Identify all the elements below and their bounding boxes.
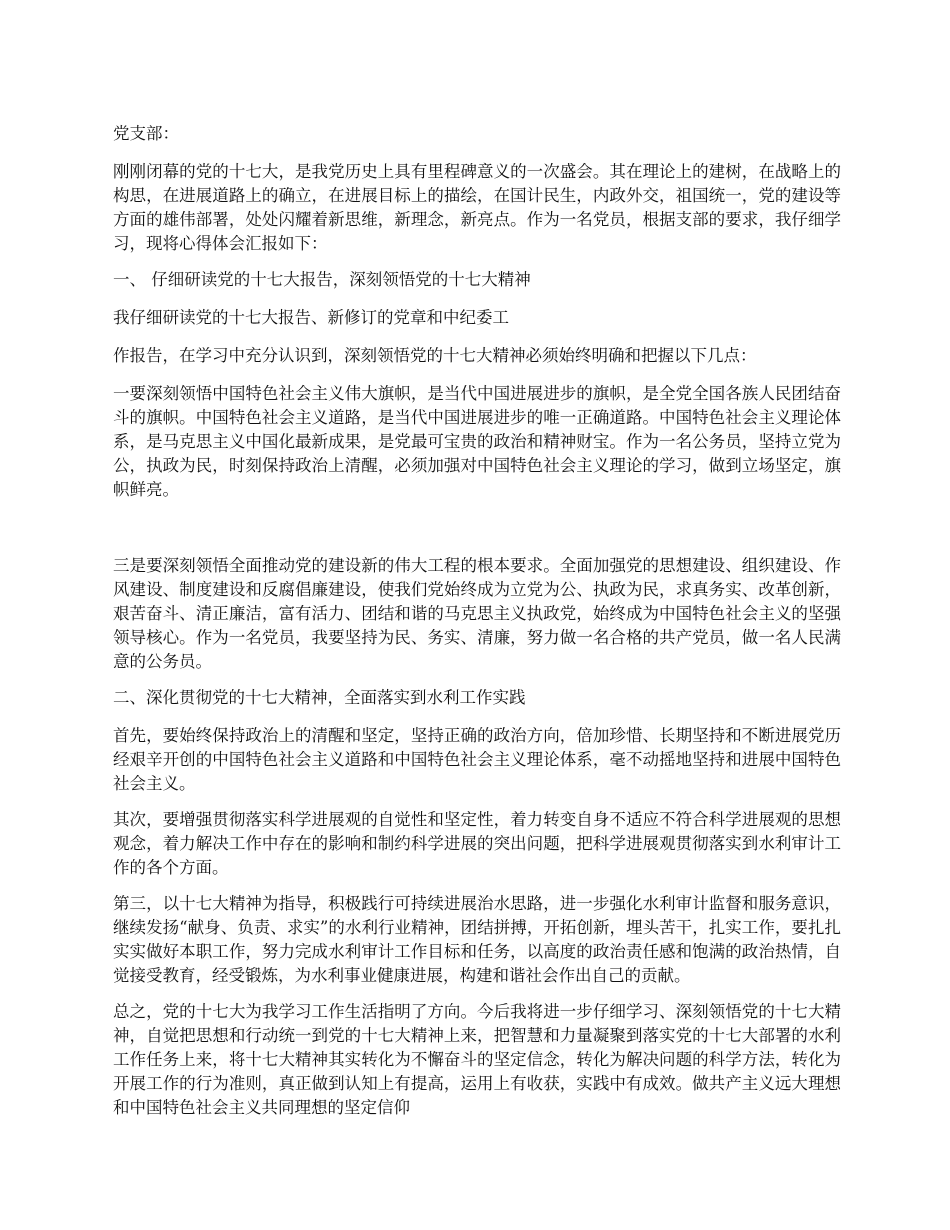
second-paragraph: 其次，要增强贯彻落实科学进展观的自觉性和坚定性，着力转变自身不适应不符合科学进展观的思想观念，着力解决工作中存在的影响和制约科学进展的突出问题，把科学进展观贯彻落实到水利审计工作的各个方面。 — [113, 810, 841, 877]
intro-paragraph: 刚刚闭幕的党的十七大，是我党历史上具有里程碑意义的一次盛会。其在理论上的建树，在战略上的构思，在进展道路上的确立，在进展目标上的描绘，在国计民生，内政外交，祖国统一，党的建设等方面的雄伟部署，处处闪耀着新思维，新理念，新亮点。作为一名党员，根据支部的要求，我仔细学习，现将心得体会汇报如下： — [113, 162, 841, 253]
document-body — [113, 122, 841, 1132]
section1-line-2: 作报告，在学习中充分认识到，深刻领悟党的十七大精神必须始终明确和把握以下几点： — [113, 346, 757, 365]
section-heading-2: 二、深化贯彻党的十七大精神，全面落实到水利工作实践 — [113, 688, 526, 707]
section1-line-1: 我仔细研读党的十七大报告、新修订的党章和中纪委工 — [113, 308, 509, 327]
first-paragraph: 首先，要始终保持政治上的清醒和坚定，坚持正确的政治方向，倍加珍惜、长期坚持和不断进展党历经艰辛开创的中国特色社会主义道路和中国特色社会主义理论体系，毫不动摇地坚持和进展中国特色社会主义。 — [113, 726, 841, 793]
third-paragraph: 第三，以十七大精神为指导，积极践行可持续进展治水思路，进一步强化水利审计监督和服务意识，继续发扬“献身、负责、求实”的水利行业精神，团结拼搏，开拓创新，埋头苦干，扎实工作，要扎扎实实做好本职工作，努力完成水利审计工作目标和任务，以高度的政治责任感和饱满的政治热情，自觉接受教育，经受锻炼，为水利事业健康进展，构建和谐社会作出自己的贡献。 — [113, 894, 841, 985]
salutation: 党支部： — [113, 124, 179, 143]
point-one-paragraph: 一要深刻领悟中国特色社会主义伟大旗帜，是当代中国进展进步的旗帜，是全党全国各族人民团结奋斗的旗帜。中国特色社会主义道路，是当代中国进展进步的唯一正确道路。中国特色社会主义理论体系，是马克思主义中国化最新成果，是党最可宝贵的政治和精神财宝。作为一名公务员，坚持立党为公，执政为民，时刻保持政治上清醒，必须加强对中国特色社会主义理论的学习，做到立场坚定，旗帜鲜亮。 — [113, 384, 841, 499]
point-three-paragraph: 三是要深刻领悟全面推动党的建设新的伟大工程的根本要求。全面加强党的思想建设、组织建设、作风建设、制度建设和反腐倡廉建设，使我们党始终成为立党为公、执政为民，求真务实、改革创新，艰苦奋斗、清正廉洁，富有活力、团结和谐的马克思主义执政党，始终成为中国特色社会主义的坚强领导核心。作为一名党员，我要坚持为民、务实、清廉，努力做一名合格的共产党员，做一名人民满意的公务员。 — [113, 556, 841, 671]
blank-gap — [113, 514, 841, 554]
section-heading-1: 一、 仔细研读党的十七大报告，深刻领悟党的十七大精神 — [113, 270, 531, 289]
conclusion-paragraph: 总之，党的十七大为我学习工作生活指明了方向。今后我将进一步仔细学习、深刻领悟党的十七大精神，自觉把思想和行动统一到党的十七大精神上来，把智慧和力量凝聚到落实党的十七大部署的水利工作任务上来，将十七大精神其实转化为不懈奋斗的坚定信念，转化为解决问题的科学方法，转化为开展工作的行为准则，真正做到认知上有提高，运用上有收获，实践中有成效。做共产主义远大理想和中国特色社会主义共同理想的坚定信仰 — [113, 1002, 841, 1117]
